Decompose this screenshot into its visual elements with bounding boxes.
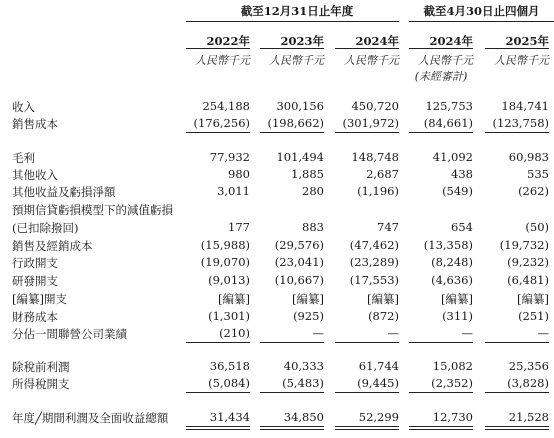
currency-header: 人民幣千元 <box>269 54 324 67</box>
row-value: 980 <box>228 167 250 181</box>
row-value: (301,972) <box>342 116 399 130</box>
header-rule-four-months <box>409 21 554 22</box>
row-value: (2,352) <box>431 376 473 390</box>
row-value: 12,730 <box>432 410 473 424</box>
row-value: 300,156 <box>276 99 324 113</box>
row-value: 883 <box>302 220 324 234</box>
row-value: (1,196) <box>357 184 399 198</box>
row-value: — <box>387 326 399 340</box>
row-value: (5,483) <box>282 376 324 390</box>
row-value: 254,188 <box>202 99 250 113</box>
row-value: (872) <box>368 309 399 323</box>
currency-header: 人民幣千元 <box>494 54 549 67</box>
subtotal-rule <box>409 132 473 133</box>
row-label: 其他收益及虧損淨額 <box>12 185 116 199</box>
row-label: 其他收入 <box>12 168 58 182</box>
row-value: 40,333 <box>283 359 324 373</box>
row-value: (262) <box>518 184 549 198</box>
header-group-four-months: 截至4月30日止四個月 <box>423 4 540 18</box>
row-value: [編纂] <box>441 292 473 306</box>
row-value: (4,636) <box>431 273 473 287</box>
subtotal-rule <box>260 342 324 343</box>
subtotal-rule <box>335 132 399 133</box>
row-label: 財務成本 <box>12 310 58 324</box>
row-value: (19,070) <box>200 255 250 269</box>
row-label: [編纂]開支 <box>12 292 67 306</box>
year-rule <box>260 48 324 49</box>
row-value: (15,988) <box>200 238 250 252</box>
subtotal-rule <box>186 392 250 393</box>
header-group-year-ended: 截至12月31日止年度 <box>240 4 354 18</box>
row-value: (9,232) <box>507 255 549 269</box>
total-double-rule <box>260 426 324 430</box>
subtotal-rule <box>260 132 324 133</box>
currency-header: 人民幣千元 <box>344 54 399 67</box>
row-value: [編纂] <box>218 292 250 306</box>
row-value: (3,828) <box>507 376 549 390</box>
row-value: 21,528 <box>508 410 549 424</box>
row-value: (123,758) <box>492 116 549 130</box>
subtotal-rule <box>186 132 250 133</box>
row-value: (19,732) <box>499 238 549 252</box>
year-rule <box>186 48 250 49</box>
row-value: 148,748 <box>351 150 399 164</box>
row-value: 15,082 <box>432 359 473 373</box>
row-value: 280 <box>302 184 324 198</box>
row-value: 438 <box>451 167 473 181</box>
row-value: (29,576) <box>274 238 324 252</box>
row-value: 125,753 <box>425 99 473 113</box>
row-value: 747 <box>377 220 399 234</box>
row-value: 450,720 <box>351 99 399 113</box>
row-label: 分佔一間聯營公司業績 <box>12 327 127 341</box>
row-value: (549) <box>442 184 473 198</box>
row-value: (10,667) <box>274 273 324 287</box>
row-value: [編纂] <box>367 292 399 306</box>
row-value: (84,661) <box>423 116 473 130</box>
row-label: 銷售及經銷成本 <box>12 239 93 253</box>
row-value: 535 <box>527 167 549 181</box>
total-double-rule <box>186 426 250 430</box>
row-value: 31,434 <box>209 410 250 424</box>
year-rule <box>335 48 399 49</box>
row-value: (925) <box>293 309 324 323</box>
row-value: 34,850 <box>283 410 324 424</box>
row-label: 銷售成本 <box>12 117 58 131</box>
year-header-2023: 2023年 <box>280 34 324 48</box>
year-header-2025-interim: 2025年 <box>505 34 549 48</box>
currency-header: 人民幣千元 <box>418 54 473 67</box>
row-label: (已扣除撥回) <box>12 221 79 235</box>
row-value: — <box>312 326 324 340</box>
subtotal-rule <box>186 342 250 343</box>
row-value: 101,494 <box>276 150 324 164</box>
year-header-2024-interim: 2024年 <box>429 34 473 48</box>
unaudited-note: (未經審計) <box>414 70 468 83</box>
row-value: 52,299 <box>358 410 399 424</box>
subtotal-rule <box>485 392 549 393</box>
currency-header: 人民幣千元 <box>195 54 250 67</box>
row-value: (8,248) <box>431 255 473 269</box>
row-value: 25,356 <box>508 359 549 373</box>
year-rule <box>409 48 473 49</box>
row-label: 所得稅開支 <box>12 377 70 391</box>
row-value: — <box>461 326 473 340</box>
row-value: 1,885 <box>291 167 324 181</box>
subtotal-rule <box>335 342 399 343</box>
row-label: 毛利 <box>12 151 35 165</box>
row-value: (47,462) <box>349 238 399 252</box>
subtotal-rule <box>335 392 399 393</box>
row-value: — <box>537 326 549 340</box>
subtotal-rule <box>485 132 549 133</box>
header-rule-year-ended <box>186 21 399 22</box>
row-value: (311) <box>442 309 473 323</box>
row-value: (17,553) <box>349 273 399 287</box>
row-value: (23,289) <box>349 255 399 269</box>
row-value: 60,983 <box>508 150 549 164</box>
year-header-2024: 2024年 <box>355 34 399 48</box>
row-value: (50) <box>525 220 549 234</box>
row-value: 2,687 <box>366 167 399 181</box>
subtotal-rule <box>409 342 473 343</box>
subtotal-rule <box>260 392 324 393</box>
row-value: [編纂] <box>517 292 549 306</box>
row-value: (251) <box>518 309 549 323</box>
row-value: (198,662) <box>267 116 324 130</box>
row-value: 177 <box>228 220 250 234</box>
total-double-rule <box>485 426 549 430</box>
row-value: (210) <box>219 326 250 340</box>
row-value: 184,741 <box>501 99 549 113</box>
year-rule <box>485 48 549 49</box>
row-value: 36,518 <box>209 359 250 373</box>
row-value: (6,481) <box>507 273 549 287</box>
row-value: (176,256) <box>193 116 250 130</box>
row-value: 654 <box>451 220 473 234</box>
row-label: 收入 <box>12 100 35 114</box>
row-value: 61,744 <box>358 359 399 373</box>
row-label: 除稅前利潤 <box>12 360 70 374</box>
row-value: (9,013) <box>208 273 250 287</box>
subtotal-rule <box>485 342 549 343</box>
row-value: 77,932 <box>209 150 250 164</box>
row-value: (9,445) <box>357 376 399 390</box>
row-value: [編纂] <box>292 292 324 306</box>
row-label: 年度╱期間利潤及全面收益總額 <box>12 411 169 425</box>
row-label: 行政開支 <box>12 256 58 270</box>
row-value: 41,092 <box>432 150 473 164</box>
year-header-2022: 2022年 <box>206 34 250 48</box>
row-value: (1,301) <box>208 309 250 323</box>
row-value: (23,041) <box>274 255 324 269</box>
row-label: 預期信貸虧損模型下的減值虧損 <box>12 203 173 217</box>
subtotal-rule <box>409 392 473 393</box>
total-double-rule <box>335 426 399 430</box>
row-label: 研發開支 <box>12 274 58 288</box>
row-value: (13,358) <box>423 238 473 252</box>
row-value: 3,011 <box>217 184 250 198</box>
total-double-rule <box>409 426 473 430</box>
row-value: (5,084) <box>208 376 250 390</box>
